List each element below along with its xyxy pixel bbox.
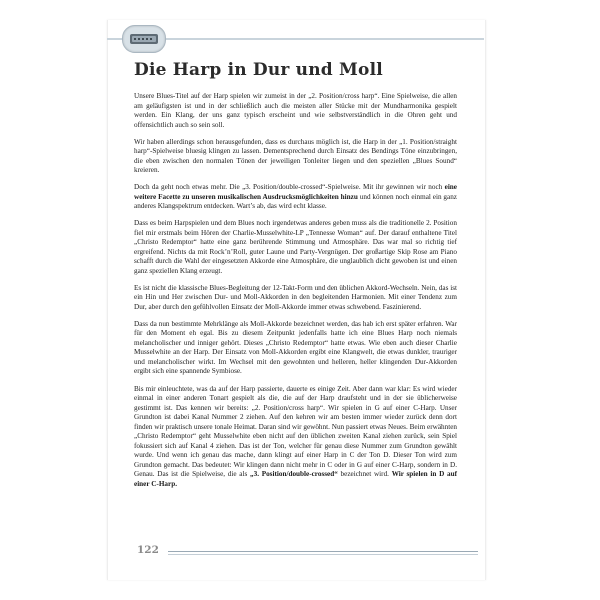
bold-text: „3. Position/double-crossed“: [250, 470, 338, 479]
paragraph: [134, 320, 457, 377]
text-run: Bis mir einleuchtete, was da auf der Harp passierte, dauerte es einige Zeit. Aber dann war klar: Es wird wieder einmal in einer anderen Tonart gespielt als die, die auf der Harp draufsteht und in der sie üblicherweise gestimmt ist. Das kennen wir bereits: „2. Position/cross harp“. Wir spielen in G auf einer C-Harp. Unser Grundton ist dabei Kanal Nummer 2 ziehen. Auf den kehren wir am besten immer wieder zurück denn dort finden wir praktisch unsere tonale Heimat. Daran sind wir gewöhnt. Nun passiert etwas Neues. Beim erwähnten „Christo Redemptor“ geht Musselwhite eben nicht auf den üblichen zweiten Kanal ziehen zurück, sein Spiel fokussiert sich auf Kanal 4 ziehen. Das ist der Ton, welcher für genau diese Nummer zum Grundton gewählt wurde. Und wenn ich genau das mache, dann klingt auf einer Harp in C der Ton D. Dieser Ton wird zum Grundton gemacht. Das bedeutet: Wir klingen dann nicht mehr in C oder in G auf einer C-Harp, sondern in D. Genau. Das ist die Spielweise, die als: [134, 384, 457, 479]
paragraph: [134, 92, 457, 130]
text-run: bezeichnet wird.: [337, 470, 392, 479]
paragraph: [134, 183, 457, 212]
text-run: Dass es beim Harpspielen und dem Blues noch irgendetwas anderes geben muss als die traditionelle 2. Position fiel mir erstmals beim Hören der Charlie-Musselwhite-LP „Tennesse Woman“ auf. Der darauf enthaltene Titel „Christo Redemptor“ hatte eine ganz berührende Stimmung und Atmosphäre. Das war mal so richtig tief ergreifend. Nichts da mit Rock’n’Roll, guter Laune und Party-Vergnügen. Der großartige Skip Rose am Piano schafft durch die Wahl der eingesetzten Akkorde eine Atmosphäre, die unglaublich dicht gewoben ist und einen ganz speziellen Klang erzeugt.: [134, 219, 457, 275]
page-number: 122: [137, 544, 159, 556]
text-run: Doch da geht noch etwas mehr. Die „3. Position/double-crossed“-Spielweise. Mit ihr gewinnen wir noch: [134, 183, 445, 192]
text-run: Es ist nicht die klassische Blues-Begleitung der 12-Takt-Form und den üblichen Akkord-Wechseln. Nein, das ist ein Hin und Her zwischen Dur- und Moll-Akkorden in den begleitenden Harmonien. Mit einer Tendenz zum Dur, aber durch den gefühlvollen Einsatz der Moll-Akkorde immer etwas schwebend. Faszinierend.: [134, 283, 457, 311]
paragraph: [134, 284, 457, 313]
paragraph: [134, 138, 457, 176]
text-run: Dass da nun bestimmte Mehrklänge als Moll-Akkorde bezeichnet werden, das hab ich erst später erfahren. War für den Moment eh egal. Bis zu diesem Zeitpunkt jedenfalls hatte ich eine Blues Harp noch niemals melancholischer und inniger gehört. Dieses „Christo Redemptor“ hatte etwas. Wie eben auch dieser Charlie Musselwhite an der Harp. Der Einsatz von Moll-Akkorden ergibt eine Klangwelt, die etwas dunkler, trauriger und melancholischer wirkt. Im Wechsel mit den gewohnten und helleren, heller klingenden Dur-Akkorden ergibt sich eine spannende Symbiose.: [134, 319, 457, 376]
harmonica-icon: [122, 25, 166, 53]
body-text: [134, 92, 457, 497]
footer-rule: [168, 551, 478, 552]
text-run: und können noch einmal ein ganz anderes Klangspektrum entdecken. Wart’s ab, das wird echt klasse.: [134, 192, 457, 211]
footer-rule-secondary: [168, 554, 478, 555]
text-run: Wir haben allerdings schon herausgefunden, dass es durchaus möglich ist, die Harp in der „1. Position/straight harp“-Spielweise bluesig klingen zu lassen. Dementsprechend durch Einsatz des Bendings Töne einzubringen, die eben zwischen den normalen Tönen der jeweiligen Tonleiter liegen und den speziellen „Blues Sound“ kreieren.: [134, 137, 457, 175]
bold-text: eine weitere Facette zu unseren musikalischen Ausdrucksmöglichkeiten hinzu: [134, 183, 457, 201]
bold-text: Wir spielen in D auf einer C-Harp.: [134, 470, 457, 488]
text-run: Unsere Blues-Titel auf der Harp spielen wir zumeist in der „2. Position/cross harp“. Eine Spielweise, die allen am geläufigsten ist und in der schließlich auch die meisten aller Stücke mit der Mundharmonika gespielt werden. Ein Klang, der uns ganz typisch erscheint und wie selbstverständlich in die Ohren geht und offensichtlich auch so sein soll.: [134, 92, 457, 129]
page-title: Die Harp in Dur und Moll: [134, 60, 383, 80]
paragraph: [134, 219, 457, 276]
paragraph: [134, 385, 457, 490]
